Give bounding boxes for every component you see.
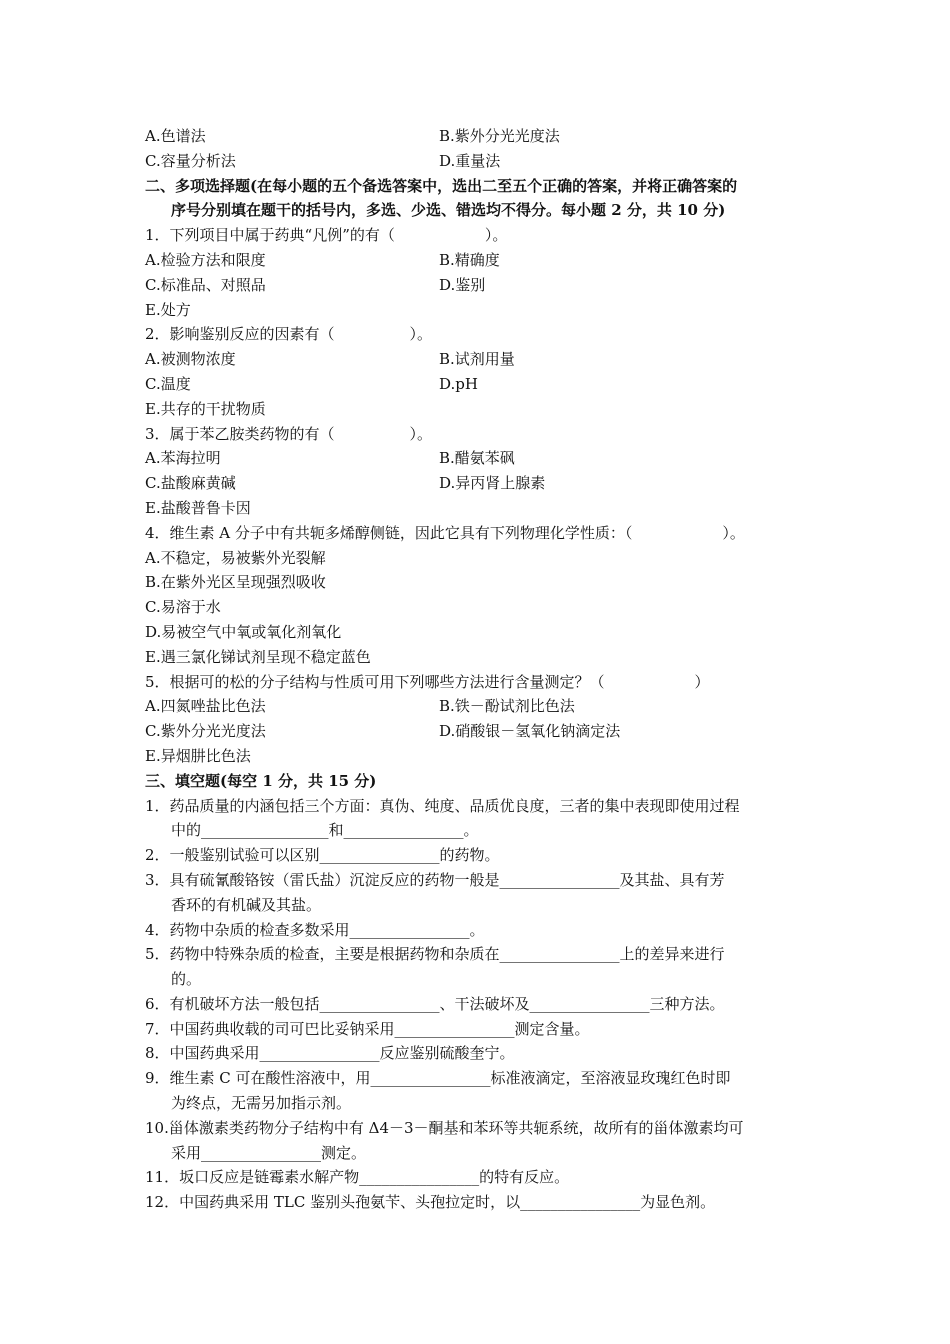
- option-row: [145, 124, 810, 149]
- question-line: 8．中国药典采用________________反应鉴别硫酸奎宁。: [145, 1044, 515, 1063]
- question-line: 4．药物中杂质的检查多数采用________________。: [145, 920, 485, 939]
- option-row: [145, 248, 810, 273]
- option-left: C.盐酸麻黄碱: [145, 474, 236, 493]
- option-left: C.容量分析法: [145, 151, 236, 170]
- option-left: A.被测物浓度: [145, 350, 236, 369]
- question-line: A.不稳定，易被紫外光裂解: [145, 548, 326, 567]
- option-right: B.试剂用量: [439, 350, 515, 369]
- option-right: B.铁－酚试剂比色法: [439, 697, 575, 716]
- option-left: C.紫外分光光度法: [145, 722, 266, 741]
- question-continued: 为终点，无需另加指示剂。: [171, 1094, 352, 1113]
- question-line: 11．坂口反应是链霉素水解产物________________的特有反应。: [145, 1168, 570, 1187]
- question-continued: 香环的有机碱及其盐。: [171, 895, 322, 914]
- question-line: 6．有机破坏方法一般包括________________、干法破坏及________________三种方法。: [145, 994, 725, 1013]
- question-line: E.异烟肼比色法: [145, 746, 251, 765]
- question-continued: 采用________________测定。: [171, 1143, 367, 1162]
- question-line: E.遇三氯化锑试剂呈现不稳定蓝色: [145, 647, 371, 666]
- option-left: A.色谱法: [145, 127, 206, 145]
- question-line: E.盐酸普鲁卡因: [145, 498, 251, 517]
- option-left: A.四氮唑盐比色法: [145, 697, 266, 716]
- option-right: B.醋氨苯砜: [439, 449, 515, 468]
- question-line: 9．维生素 C 可在酸性溶液中，用________________标准液滴定，至溶液显玫瑰红色时即: [145, 1069, 731, 1088]
- question-line: 3．具有硫氰酸铬铵（雷氏盐）沉淀反应的药物一般是________________及其盐、具有芳: [145, 870, 725, 889]
- question-continued: 中的_________________和________________。: [171, 821, 479, 840]
- question-line: 1．下列项目中属于药典“凡例”的有（ ）。: [145, 226, 508, 245]
- option-row: [145, 719, 810, 744]
- option-right: B.精确度: [439, 250, 500, 269]
- option-row: [145, 694, 810, 719]
- document-page: [145, 124, 810, 1215]
- option-row: [145, 471, 810, 496]
- option-row: [145, 273, 810, 298]
- option-right: B.紫外分光光度法: [439, 127, 560, 145]
- question-line: E.共存的干扰物质: [145, 399, 266, 418]
- option-left: C.温度: [145, 374, 191, 393]
- question-line: 12．中国药典采用 TLC 鉴别头孢氨苄、头孢拉定时，以________________为显色剂。: [145, 1193, 716, 1212]
- question-line: E.处方: [145, 300, 191, 319]
- option-row: [145, 372, 810, 397]
- question-line: 1．药品质量的内涵包括三个方面：真伪、纯度、品质优良度，三者的集中表现即使用过程: [145, 796, 740, 815]
- question-line: 5．药物中特殊杂质的检查，主要是根据药物和杂质在________________上的差异来进行: [145, 945, 725, 964]
- option-row: [145, 446, 810, 471]
- section-heading-continued: 序号分别填在题干的括号内，多选、少选、错选均不得分。每小题 2 分，共 10 分): [171, 201, 726, 220]
- question-line: 10.甾体激素类药物分子结构中有 Δ4－3－酮基和苯环等共轭系统，故所有的甾体激素均可: [145, 1118, 744, 1137]
- option-left: A.检验方法和限度: [145, 250, 266, 269]
- section-heading: 二、多项选择题(在每小题的五个备选答案中，选出二至五个正确的答案，并将正确答案的: [145, 176, 738, 195]
- question-line: 3．属于苯乙胺类药物的有（ ）。: [145, 424, 433, 443]
- question-line: 4．维生素 A 分子中有共轭多烯醇侧链，因此它具有下列物理化学性质：（ ）。: [145, 523, 745, 542]
- option-row: [145, 149, 810, 174]
- question-line: D.易被空气中氧或氧化剂氧化: [145, 622, 342, 641]
- option-row: [145, 347, 810, 372]
- question-line: 5．根据可的松的分子结构与性质可用下列哪些方法进行含量测定？（ ）: [145, 672, 710, 691]
- section-heading: 三、填空题(每空 1 分，共 15 分): [145, 771, 377, 790]
- question-line: 7．中国药典收载的司可巴比妥钠采用________________测定含量。: [145, 1019, 590, 1038]
- question-line: C.易溶于水: [145, 598, 221, 617]
- option-right: D.pH: [439, 374, 478, 393]
- question-continued: 的。: [171, 970, 202, 989]
- option-right: D.重量法: [439, 151, 501, 170]
- option-right: D.鉴别: [439, 275, 486, 294]
- question-line: B.在紫外光区呈现强烈吸收: [145, 573, 326, 592]
- option-right: D.异丙肾上腺素: [439, 474, 546, 493]
- question-line: 2．影响鉴别反应的因素有（ ）。: [145, 325, 433, 344]
- option-left: C.标准品、对照品: [145, 275, 266, 294]
- option-left: A.苯海拉明: [145, 449, 221, 468]
- question-line: 2．一般鉴别试验可以区别________________的药物。: [145, 846, 500, 865]
- option-right: D.硝酸银－氢氧化钠滴定法: [439, 722, 621, 741]
